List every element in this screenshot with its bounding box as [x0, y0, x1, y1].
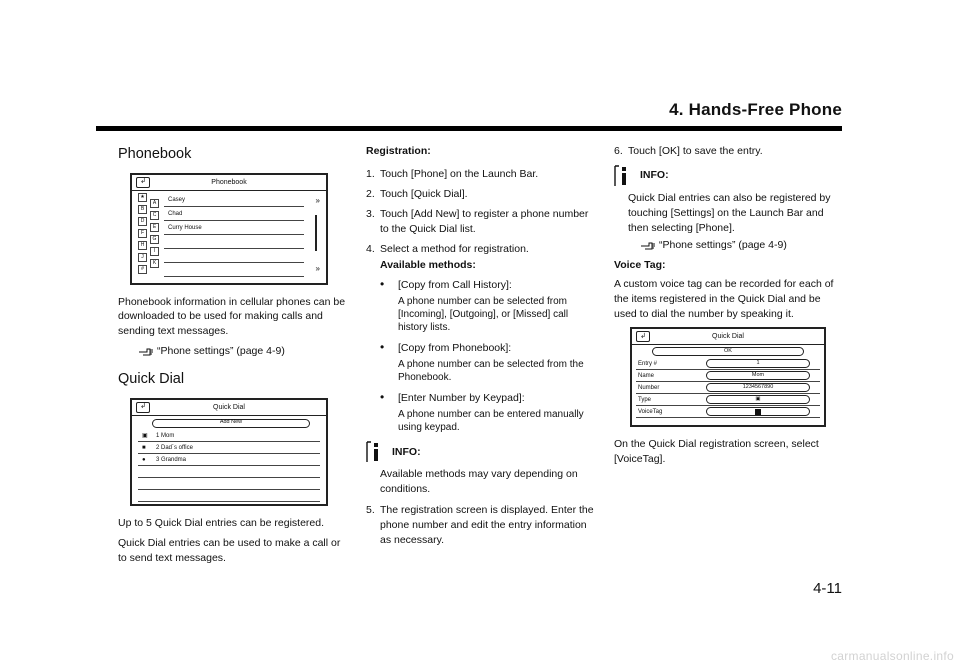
field-row: Name Mom [636, 370, 820, 382]
list-row: ▣ 1 Mom [138, 430, 320, 442]
voicetag-text: A custom voice tag can be recorded for each of the items registered in the Quick Dial and be used to dial the number by speaking it. [614, 278, 834, 321]
field-row: Entry # 1 [636, 358, 820, 370]
registration-screen [630, 327, 826, 427]
closing-text: On the Quick Dial registration screen, select [VoiceTag]. [614, 438, 819, 466]
page-number: 4-11 [813, 580, 842, 597]
column-2 [366, 144, 598, 553]
list-row: Casey [164, 193, 304, 207]
letter-tab: C [150, 211, 159, 220]
column-3 [614, 144, 842, 472]
quickdial-text-2: Quick Dial entries can be used to make a call or to send text messages. [118, 536, 341, 564]
letter-tab: F [138, 229, 147, 238]
method-description: A phone number can be selected from the Phonebook. [398, 359, 584, 384]
letter-tab: A [150, 199, 159, 208]
list-row: ● 3 Grandma [138, 454, 320, 466]
available-methods-label: Available methods: [380, 259, 476, 272]
letter-tab: G [150, 235, 159, 244]
letter-tab: I [150, 247, 159, 256]
voicetag-icon [755, 409, 761, 415]
step-3: 3. Touch [Add New] to register a phone number to the Quick Dial list. [366, 207, 589, 235]
field-row: Type ▣ [636, 394, 820, 406]
chapter-title: 4. Hands-Free Phone [669, 100, 842, 119]
info-text: Available methods may vary depending on conditions. [380, 468, 578, 495]
step-1: 1. Touch [Phone] on the Launch Bar. [366, 167, 539, 180]
info-icon [366, 441, 386, 463]
list-row [164, 249, 304, 263]
quickdial-screen [130, 398, 328, 506]
info-icon [614, 165, 634, 187]
add-new-button: Add New [152, 419, 310, 428]
list-row [164, 235, 304, 249]
back-icon: ↲ [136, 402, 150, 413]
phonebook-heading: Phonebook [118, 146, 192, 162]
list-row [164, 263, 304, 277]
info-heading: INFO: [614, 165, 842, 187]
reference-hand-icon [138, 346, 154, 357]
info-text: Quick Dial entries can also be registered by touching [Settings] on the Launch Bar and then selecting [Phone]. [628, 191, 831, 234]
letter-tab: B [138, 205, 147, 214]
quickdial-text-1: Up to 5 Quick Dial entries can be registered. [118, 516, 325, 529]
registration-heading: Registration: [366, 145, 431, 157]
list-row: Chad [164, 207, 304, 221]
reference-hand-icon [640, 240, 656, 251]
list-row [138, 478, 320, 490]
letter-tab: D [138, 217, 147, 226]
watermark: carmanualsonline.info [830, 649, 954, 663]
method-description: A phone number can be entered manually using keypad. [398, 409, 584, 434]
letter-tab: J [138, 253, 147, 262]
header-rule [96, 126, 842, 131]
step-2: 2. Touch [Quick Dial]. [366, 187, 468, 200]
registration-screen-title: Quick Dial [712, 333, 744, 341]
scroll-up-icon: » [315, 195, 320, 205]
letter-tab: E [150, 223, 159, 232]
phonebook-screen-title: Phonebook [211, 178, 247, 186]
ok-button: OK [652, 347, 804, 356]
phone-type-icon: ▣ [755, 395, 761, 402]
scroll-bar [315, 215, 317, 251]
step-6: 6. Touch [OK] to save the entry. [614, 145, 763, 157]
method-item: • [Copy from Call History]: [380, 277, 512, 292]
step-4: 4. Select a method for registration. [366, 242, 529, 255]
step-5: 5. The registration screen is displayed. Enter the phone number and edit the entry information as necessary. [366, 503, 594, 546]
list-row [138, 490, 320, 502]
quickdial-screen-title: Quick Dial [213, 403, 245, 411]
back-icon: ↲ [636, 331, 650, 342]
voicetag-heading: Voice Tag: [614, 258, 666, 271]
letter-tab: ★ [138, 193, 147, 202]
letter-tab: K [150, 259, 159, 268]
phonebook-screen [130, 173, 328, 285]
info-heading: INFO: [366, 441, 598, 463]
back-icon: ↲ [136, 177, 150, 188]
phonebook-text: Phonebook information in cellular phones can be downloaded to be used for making calls and sending text messages. [118, 295, 346, 338]
quickdial-heading: Quick Dial [118, 371, 185, 388]
scroll-down-icon: » [315, 263, 320, 273]
field-row: Number 1234567890 [636, 382, 820, 394]
info-reference: “Phone settings” (page 4-9) [614, 238, 842, 253]
letter-tab: # [138, 265, 147, 274]
list-row: ■ 2 Dad´s office [138, 442, 320, 454]
list-row [138, 466, 320, 478]
list-row: Curry House [164, 221, 304, 235]
field-row: VoiceTag [636, 406, 820, 418]
method-item: • [Enter Number by Keypad]: [380, 390, 525, 405]
method-item: • [Copy from Phonebook]: [380, 340, 512, 355]
letter-tab: H [138, 241, 147, 250]
column-1 [118, 144, 350, 571]
method-description: A phone number can be selected from [Incoming], [Outgoing], or [Missed] call history lists. [398, 296, 569, 334]
phonebook-reference: “Phone settings” (page 4-9) [118, 344, 350, 359]
